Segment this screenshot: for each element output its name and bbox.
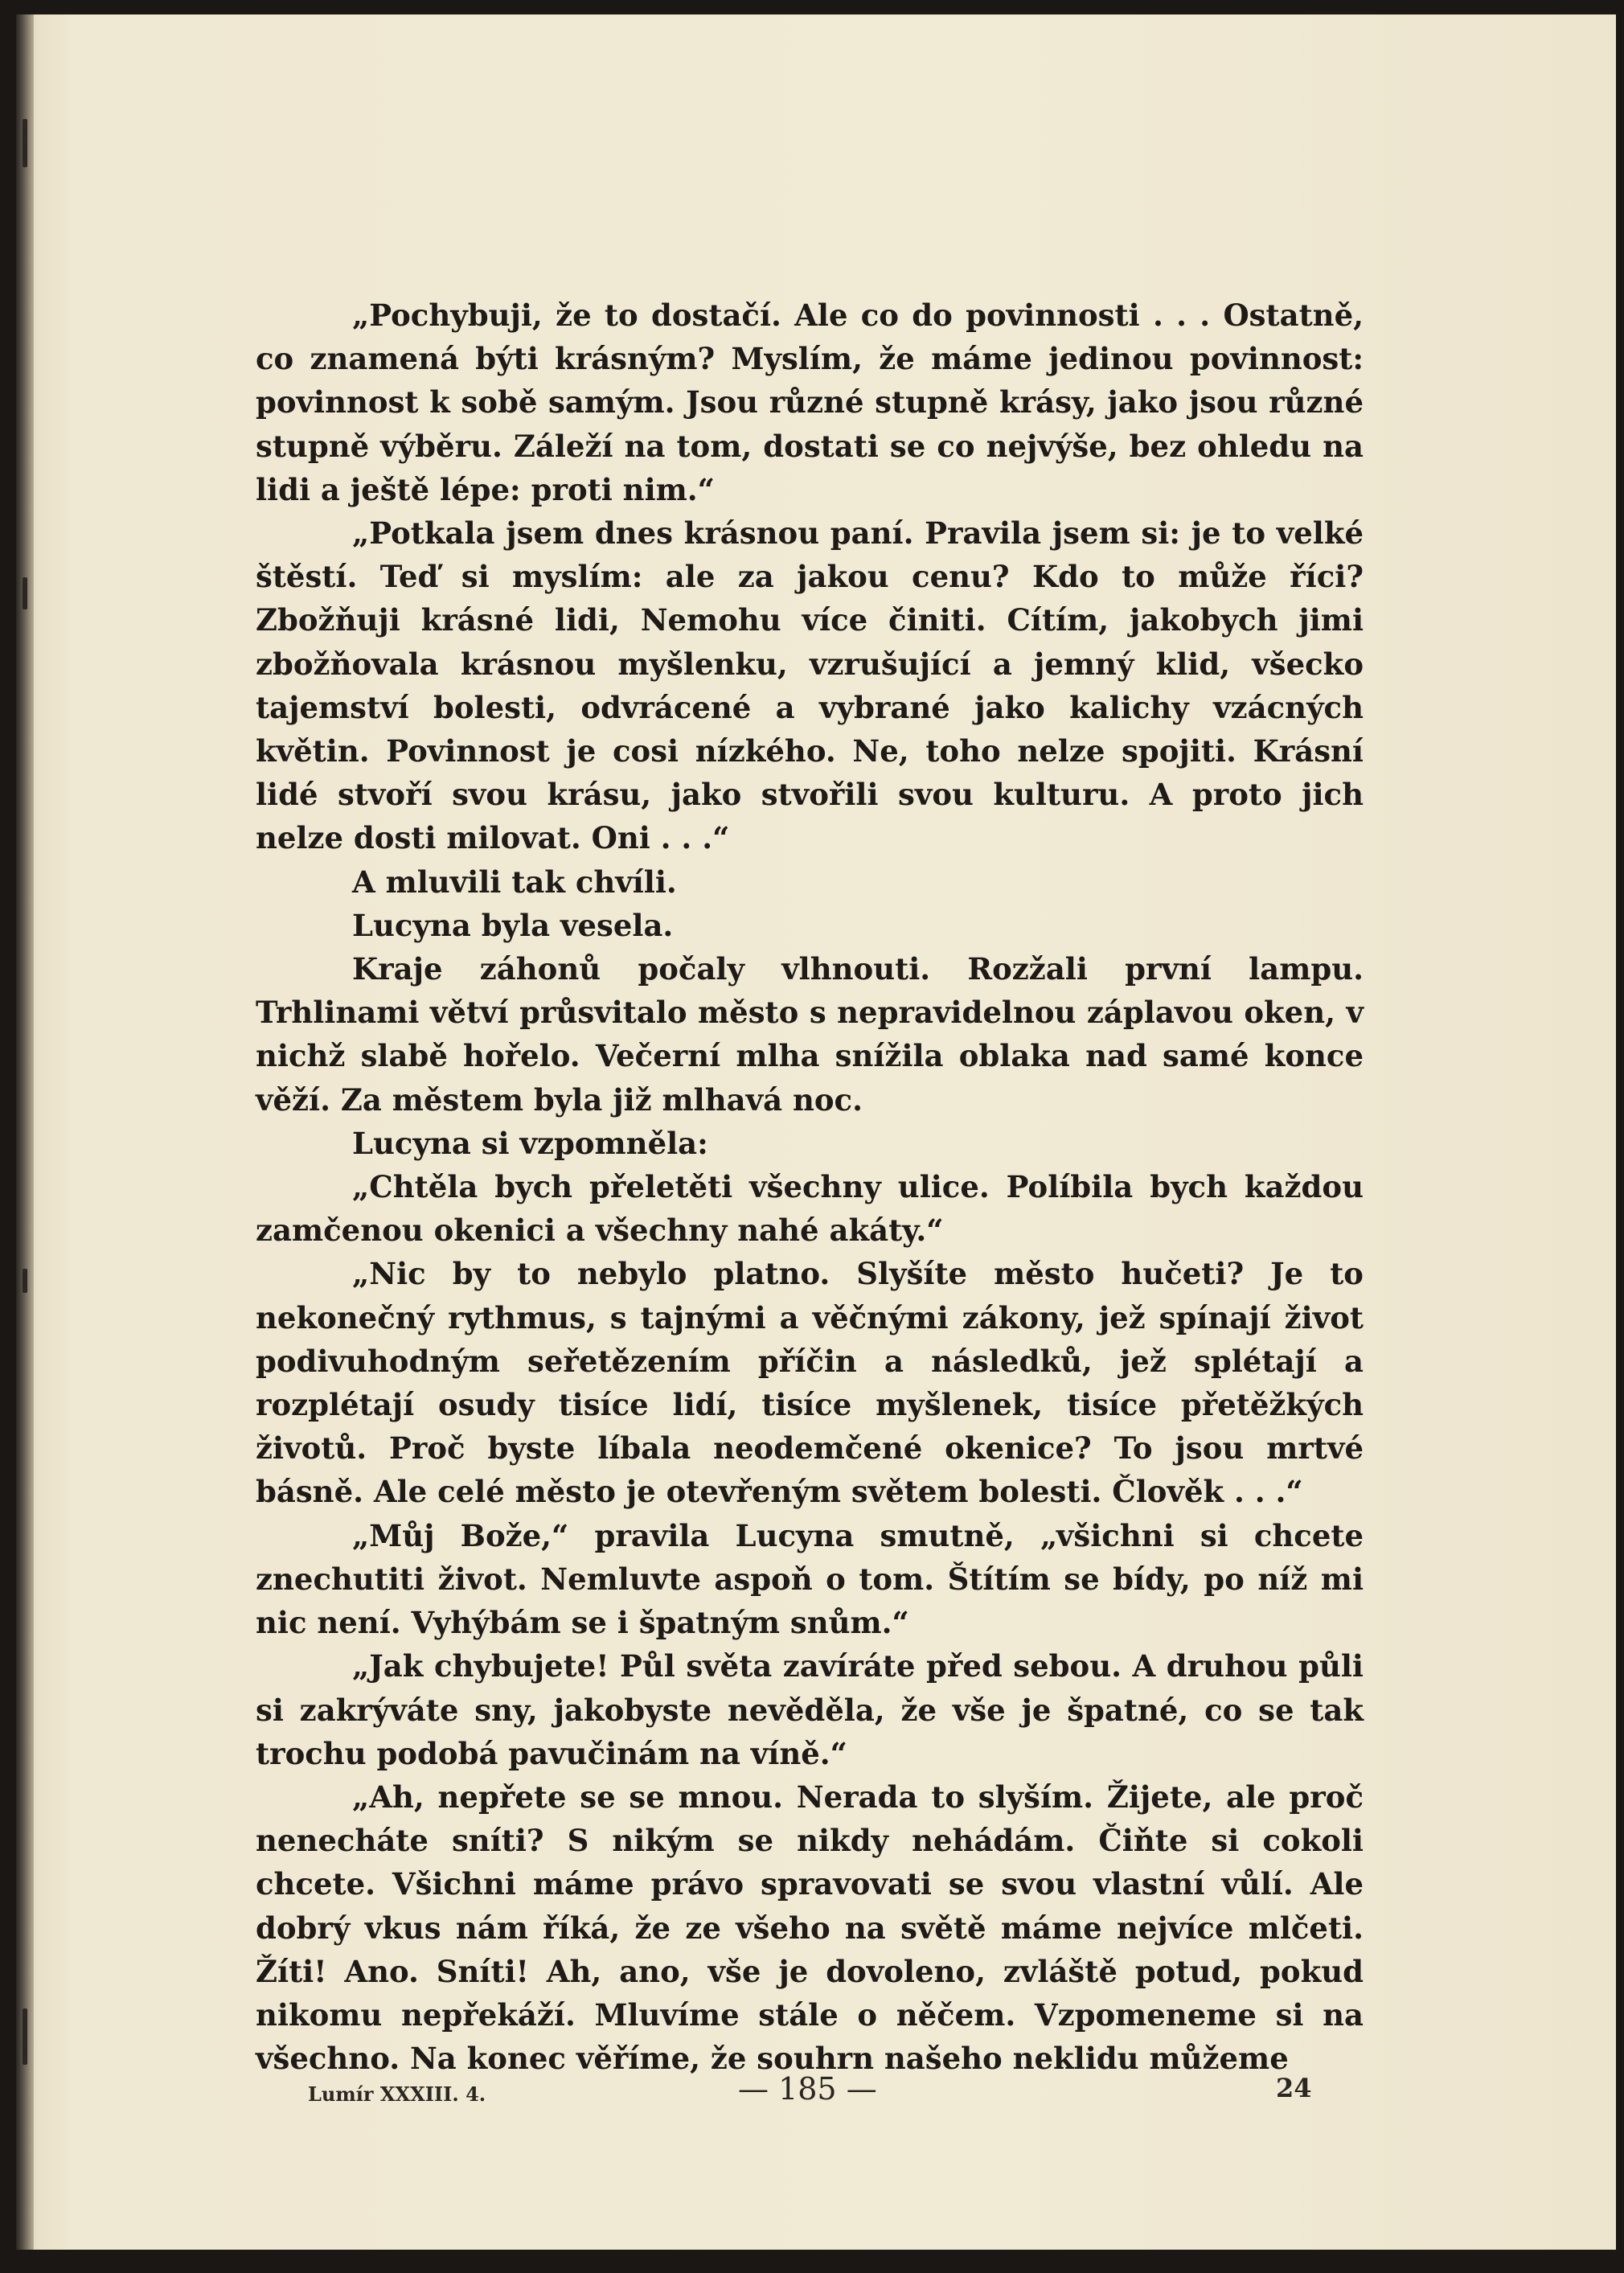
- book-page: [16, 14, 1616, 2250]
- paragraph: „Potkala jsem dnes krásnou paní. Pravila jsem si: je to velké štěstí. Teď si myslím: ale za jakou cenu? Kdo to může říci? Zbožňuji krásné lidi, Nemohu více činiti. Cítím, jakobych jimi zbožňovala krásnou myšlenku, vzrušující a jemný klid, všecko tajemství bolesti, odvrácené a vybrané jako kalichy vzácných květin. Povinnost je cosi nízkého. Ne, toho nelze spojiti. Krásní lidé stvoří svou krásu, jako stvořili svou kulturu. A proto jich nelze dosti milovat. Oni . . .“: [256, 515, 1364, 856]
- book-spine: [16, 14, 34, 2250]
- journal-signature: Lumír XXXIII. 4.: [308, 2082, 486, 2106]
- paragraph: „Můj Bože,“ pravila Lucyna smutně, „všichni si chcete znechutiti život. Nemluvte aspoň o tom. Štítím se bídy, po níž mi nic není. Vyhýbám se i špatným snům.“: [256, 1517, 1364, 1641]
- paragraph: Kraje záhonů počaly vlhnouti. Rozžali první lampu. Trhlinami větví průsvitalo město s nepravidelnou záplavou oken, v nichž slabě hořelo. Večerní mlha snížila oblaka nad samé konce věží. Za městem byla již mlhavá noc.: [256, 951, 1364, 1118]
- spine-mark: [23, 119, 27, 167]
- paragraph: Lucyna si vzpomněla:: [352, 1125, 708, 1161]
- paragraph: „Jak chybujete! Půl světa zavíráte před sebou. A druhou půli si zakrýváte sny, jakobyste nevěděla, že vše je špatné, co se tak trochu podobá pavučinám na víně.“: [256, 1648, 1364, 1771]
- body-text: [256, 293, 1364, 2080]
- paragraph: Lucyna byla vesela.: [352, 907, 674, 943]
- paragraph: „Nic by to nebylo platno. Slyšíte město hučeti? Je to nekonečný rythmus, s tajnými a věčnými zákony, jež spínají život podivuhodným seřetězením příčin a následků, jež splétají a rozplétají osudy tisíce lidí, tisíce myšlenek, tisíce přetěžkých životů. Proč byste líbala neodemčené okenice? To jsou mrtvé básně. Ale celé město je otevřeným světem bolesti. Člověk . . .“: [256, 1256, 1364, 1510]
- spine-mark: [23, 2008, 27, 2065]
- sheet-number: 24: [1276, 2073, 1312, 2103]
- paragraph: „Ah, nepřete se se mnou. Nerada to slyším. Žijete, ale proč nenecháte sníti? S nikým se nikdy nehádám. Čiňte si cokoli chcete. Všichni máme právo spravovati se svou vlastní vůlí. Ale dobrý vkus nám říká, že ze všeho na světě máme nejvíce mlčeti. Žíti! Ano. Sníti! Ah, ano, vše je dovoleno, zvláště potud, pokud nikomu nepřekáží. Mluvíme stále o něčem. Vzpomeneme si na všechno. Na konec věříme, že souhrn našeho neklidu můžeme: [256, 1779, 1364, 2077]
- paragraph: „Chtěla bych přeletěti všechny ulice. Políbila bych každou zamčenou okenici a všechny nahé akáty.“: [256, 1169, 1364, 1249]
- page-number: — 185 —: [738, 2071, 877, 2107]
- paragraph: A mluvili tak chvíli.: [352, 864, 677, 900]
- paragraph: „Pochybuji, že to dostačí. Ale co do povinnosti . . . Ostatně, co znamená býti krásným? Myslím, že máme jedinou povinnost: povinnost k sobě samým. Jsou různé stupně krásy, jako jsou různé stupně výběru. Záleží na tom, dostati se co nejvýše, bez ohledu na lidi a ještě lépe: proti nim.“: [256, 297, 1364, 507]
- spine-mark: [23, 577, 27, 609]
- spine-mark: [23, 1269, 27, 1293]
